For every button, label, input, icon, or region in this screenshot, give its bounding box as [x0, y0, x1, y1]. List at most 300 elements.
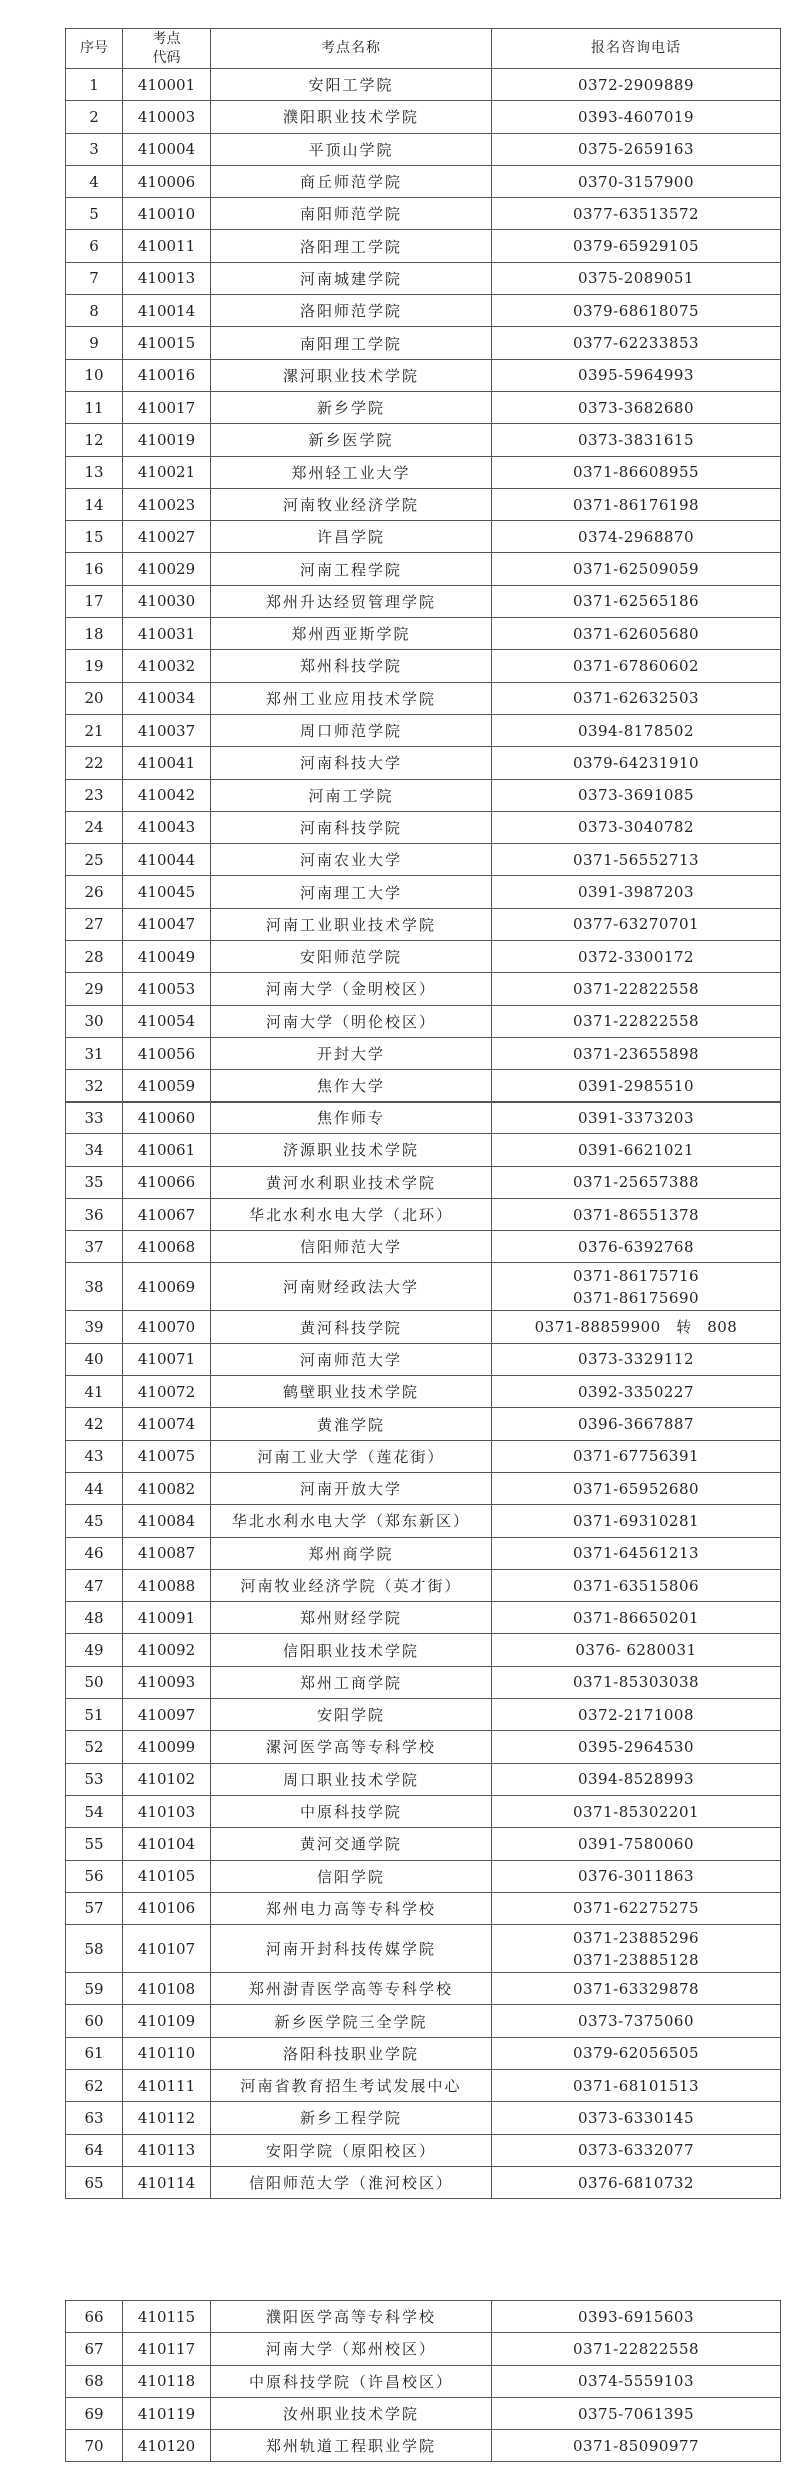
name-cell: 河南科技大学: [211, 747, 492, 779]
phone-number: 0372-3300172: [577, 947, 695, 966]
seq-cell: 58: [66, 1925, 123, 1973]
phone-number: 0376-3011863: [577, 1867, 695, 1886]
name-cell: 河南开封科技传媒学院: [211, 1925, 492, 1973]
seq-cell: 29: [66, 973, 123, 1005]
phone-cell: [492, 424, 781, 456]
table-row: [66, 1231, 781, 1263]
seq-cell: 70: [66, 2430, 123, 2462]
table-row: [66, 1537, 781, 1569]
table-row: [66, 165, 781, 197]
name-cell: 鹤壁职业技术学院: [211, 1376, 492, 1408]
phone-cell: [492, 973, 781, 1005]
code-cell: 410021: [123, 456, 211, 488]
code-cell: 410117: [123, 2333, 211, 2365]
phone-cell: [492, 198, 781, 230]
code-cell: 410115: [123, 2301, 211, 2333]
seq-cell: 59: [66, 1973, 123, 2005]
code-cell: 410043: [123, 811, 211, 843]
phone-cell: [492, 1505, 781, 1537]
phone-number: 0371-85303038: [572, 1673, 700, 1692]
name-cell: 南阳理工学院: [211, 327, 492, 359]
table-header-row: [66, 29, 781, 69]
phone-cell: [492, 2333, 781, 2365]
seq-cell: 28: [66, 941, 123, 973]
code-cell: 410041: [123, 747, 211, 779]
seq-cell: 12: [66, 424, 123, 456]
code-cell: 410047: [123, 908, 211, 940]
seq-cell: 42: [66, 1408, 123, 1440]
phone-number: 0373-6332077: [577, 2141, 695, 2160]
table-row: [66, 1828, 781, 1860]
code-cell: 410102: [123, 1763, 211, 1795]
code-cell: 410093: [123, 1666, 211, 1698]
phone-number: 0371-62509059: [572, 560, 700, 579]
name-cell: 河南理工大学: [211, 876, 492, 908]
seq-cell: 44: [66, 1472, 123, 1504]
table-row: [66, 1973, 781, 2005]
phone-cell: [492, 1666, 781, 1698]
phone-cell: [492, 1311, 781, 1343]
phone-number: 0370-3157900: [577, 172, 695, 191]
table-row: [66, 327, 781, 359]
name-cell: 河南大学（明伦校区）: [211, 1005, 492, 1037]
phone-cell: [492, 1892, 781, 1924]
seq-cell: 33: [66, 1102, 123, 1134]
name-cell: 河南省教育招生考试发展中心: [211, 2070, 492, 2102]
code-cell: 410091: [123, 1602, 211, 1634]
code-cell: 410015: [123, 327, 211, 359]
code-cell: 410001: [123, 69, 211, 101]
table-row: [66, 1602, 781, 1634]
phone-cell: [492, 391, 781, 423]
name-cell: 洛阳理工学院: [211, 230, 492, 262]
phone-cell: [492, 779, 781, 811]
name-cell: 河南开放大学: [211, 1472, 492, 1504]
seq-cell: 51: [66, 1699, 123, 1731]
name-cell: 周口职业技术学院: [211, 1763, 492, 1795]
name-cell: 河南城建学院: [211, 262, 492, 294]
code-cell: 410054: [123, 1005, 211, 1037]
code-cell: 410049: [123, 941, 211, 973]
name-cell: 漯河医学高等专科学校: [211, 1731, 492, 1763]
phone-number: 0375-2659163: [577, 140, 695, 159]
name-cell: 郑州商学院: [211, 1537, 492, 1569]
name-cell: 黄河水利职业技术学院: [211, 1166, 492, 1198]
seq-cell: 35: [66, 1166, 123, 1198]
table-row: [66, 941, 781, 973]
table-row: [66, 1376, 781, 1408]
phone-number: 0375-2089051: [577, 269, 695, 288]
phone-number: 0371-67860602: [572, 656, 700, 675]
name-cell: 新乡医学院三全学院: [211, 2005, 492, 2037]
table-row: [66, 424, 781, 456]
phone-cell: [492, 1634, 781, 1666]
table-row: [66, 779, 781, 811]
table-row: [66, 2430, 781, 2462]
phone-number: 0373-3691085: [577, 786, 695, 805]
phone-number: 0391-3373203: [577, 1108, 695, 1127]
code-cell: 410045: [123, 876, 211, 908]
seq-cell: 32: [66, 1070, 123, 1102]
code-cell: 410004: [123, 133, 211, 165]
phone-number: 0377-62233853: [572, 334, 700, 353]
phone-number: 0372-2171008: [577, 1705, 695, 1724]
phone-cell: [492, 521, 781, 553]
phone-number: 0371-25657388: [572, 1173, 700, 1192]
seq-cell: 3: [66, 133, 123, 165]
phone-number: 0393-6915603: [577, 2307, 695, 2326]
table-body: [66, 2301, 781, 2462]
table-row: [66, 1699, 781, 1731]
phone-number: 0373-3831615: [577, 430, 695, 449]
table-row: [66, 650, 781, 682]
phone-number: 0376-6392768: [577, 1237, 695, 1256]
code-cell: 410112: [123, 2102, 211, 2134]
phone-cell: [492, 1198, 781, 1230]
name-cell: 信阳师范大学: [211, 1231, 492, 1263]
seq-cell: 63: [66, 2102, 123, 2134]
code-cell: 410006: [123, 165, 211, 197]
table-row: [66, 2134, 781, 2166]
seq-cell: 4: [66, 165, 123, 197]
name-cell: 洛阳科技职业学院: [211, 2037, 492, 2069]
header-name: 考点名称: [211, 29, 492, 69]
table-row: [66, 359, 781, 391]
header-phone: 报名咨询电话: [492, 29, 781, 69]
phone-number: 0376-6810732: [577, 2173, 695, 2192]
table-row: [66, 1731, 781, 1763]
seq-cell: 64: [66, 2134, 123, 2166]
code-cell: 410061: [123, 1134, 211, 1166]
name-cell: 郑州西亚斯学院: [211, 618, 492, 650]
code-cell: 410082: [123, 1472, 211, 1504]
phone-cell: [492, 359, 781, 391]
phone-cell: [492, 1231, 781, 1263]
table-row: [66, 714, 781, 746]
seq-cell: 6: [66, 230, 123, 262]
phone-cell: [492, 1828, 781, 1860]
phone-cell: [492, 1070, 781, 1102]
phone-number: 0373-3040782: [577, 818, 695, 837]
code-cell: 410111: [123, 2070, 211, 2102]
table-row: [66, 553, 781, 585]
seq-cell: 61: [66, 2037, 123, 2069]
phone-cell: [492, 1699, 781, 1731]
phone-number: 0373-3329112: [577, 1350, 695, 1369]
phone-cell: [492, 1731, 781, 1763]
phone-number: 0376- 6280031: [575, 1641, 697, 1660]
phone-cell: [492, 844, 781, 876]
table-row: [66, 69, 781, 101]
phone-cell: [492, 2037, 781, 2069]
phone-cell: [492, 101, 781, 133]
phone-cell: [492, 165, 781, 197]
table-row: [66, 1198, 781, 1230]
table-row: [66, 2333, 781, 2365]
table-row: [66, 198, 781, 230]
name-cell: 黄河交通学院: [211, 1828, 492, 1860]
code-cell: 410034: [123, 682, 211, 714]
seq-cell: 20: [66, 682, 123, 714]
table-row: [66, 133, 781, 165]
table-row: [66, 2365, 781, 2397]
table-row: [66, 1666, 781, 1698]
seq-cell: 8: [66, 295, 123, 327]
name-cell: 漯河职业技术学院: [211, 359, 492, 391]
name-cell: 黄淮学院: [211, 1408, 492, 1440]
code-cell: 410105: [123, 1860, 211, 1892]
seq-cell: 62: [66, 2070, 123, 2102]
name-cell: 河南工学院: [211, 779, 492, 811]
name-cell: 安阳工学院: [211, 69, 492, 101]
seq-cell: 7: [66, 262, 123, 294]
name-cell: 河南财经政法大学: [211, 1263, 492, 1311]
phone-cell: [492, 2166, 781, 2198]
seq-cell: 41: [66, 1376, 123, 1408]
phone-number: 0371-86175716: [572, 1266, 700, 1285]
phone-cell: [492, 1537, 781, 1569]
name-cell: 济源职业技术学院: [211, 1134, 492, 1166]
phone-number: 0395-2964530: [577, 1737, 695, 1756]
code-cell: 410071: [123, 1343, 211, 1375]
name-cell: 中原科技学院（许昌校区）: [211, 2365, 492, 2397]
phone-number: 0392-3350227: [577, 1382, 695, 1401]
seq-cell: 60: [66, 2005, 123, 2037]
seq-cell: 40: [66, 1343, 123, 1375]
table-row: [66, 1440, 781, 1472]
table-row: [66, 1134, 781, 1166]
table-row: [66, 521, 781, 553]
code-cell: 410042: [123, 779, 211, 811]
table-row: [66, 876, 781, 908]
phone-number: 0371-62275275: [572, 1899, 700, 1918]
phone-cell: [492, 908, 781, 940]
seq-cell: 23: [66, 779, 123, 811]
name-cell: 河南工业大学（莲花街）: [211, 1440, 492, 1472]
seq-cell: 14: [66, 488, 123, 520]
phone-number: 0371-86608955: [572, 463, 700, 482]
phone-number: 0391-3987203: [577, 883, 695, 902]
phone-number: 0372-2909889: [577, 75, 695, 94]
code-cell: 410037: [123, 714, 211, 746]
seq-cell: 55: [66, 1828, 123, 1860]
seq-cell: 36: [66, 1198, 123, 1230]
phone-cell: [492, 69, 781, 101]
name-cell: 河南大学（郑州校区）: [211, 2333, 492, 2365]
phone-cell: [492, 682, 781, 714]
seq-cell: 52: [66, 1731, 123, 1763]
table-row: [66, 295, 781, 327]
table-row: [66, 747, 781, 779]
code-cell: 410032: [123, 650, 211, 682]
phone-number: 0393-4607019: [577, 107, 695, 126]
phone-cell: [492, 488, 781, 520]
seq-cell: 48: [66, 1602, 123, 1634]
seq-cell: 31: [66, 1037, 123, 1069]
header-code: 考点 代码: [123, 29, 211, 69]
phone-number: 0373-6330145: [577, 2108, 695, 2127]
code-cell: 410019: [123, 424, 211, 456]
phone-number: 0375-7061395: [577, 2404, 695, 2423]
phone-cell: [492, 1973, 781, 2005]
seq-cell: 39: [66, 1311, 123, 1343]
phone-number: 0371-56552713: [572, 850, 700, 869]
seq-cell: 15: [66, 521, 123, 553]
table-row: [66, 2005, 781, 2037]
phone-cell: [492, 1408, 781, 1440]
code-cell: 410011: [123, 230, 211, 262]
phone-number: 0371-22822558: [572, 979, 700, 998]
table-row: [66, 1263, 781, 1311]
seq-cell: 66: [66, 2301, 123, 2333]
table-row: [66, 391, 781, 423]
code-cell: 410103: [123, 1795, 211, 1827]
phone-cell: [492, 295, 781, 327]
seq-cell: 13: [66, 456, 123, 488]
phone-number: 0371-22822558: [572, 2339, 700, 2358]
name-cell: 郑州电力高等专科学校: [211, 1892, 492, 1924]
table-row: [66, 2397, 781, 2429]
table-row: [66, 618, 781, 650]
code-cell: 410113: [123, 2134, 211, 2166]
name-cell: 安阳学院: [211, 1699, 492, 1731]
phone-number: 0371-86551378: [572, 1205, 700, 1224]
phone-cell: [492, 747, 781, 779]
phone-cell: [492, 585, 781, 617]
table-row: [66, 1343, 781, 1375]
seq-cell: 27: [66, 908, 123, 940]
phone-number: 0371-22822558: [572, 1012, 700, 1031]
code-cell: 410104: [123, 1828, 211, 1860]
phone-number: 0371-86176198: [572, 495, 700, 514]
code-cell: 410030: [123, 585, 211, 617]
phone-number: 0391-2985510: [577, 1076, 695, 1095]
table-body: [66, 1102, 781, 2199]
code-cell: 410017: [123, 391, 211, 423]
phone-number: 0374-5559103: [577, 2372, 695, 2391]
phone-cell: [492, 230, 781, 262]
phone-cell: [492, 2070, 781, 2102]
seq-cell: 54: [66, 1795, 123, 1827]
seq-cell: 34: [66, 1134, 123, 1166]
phone-cell: [492, 2005, 781, 2037]
code-cell: 410059: [123, 1070, 211, 1102]
code-cell: 410053: [123, 973, 211, 1005]
phone-cell: [492, 327, 781, 359]
name-cell: 华北水利水电大学（郑东新区）: [211, 1505, 492, 1537]
name-cell: 信阳师范大学（淮河校区）: [211, 2166, 492, 2198]
name-cell: 安阳师范学院: [211, 941, 492, 973]
phone-cell: [492, 1860, 781, 1892]
phone-cell: [492, 1005, 781, 1037]
name-cell: 郑州财经学院: [211, 1602, 492, 1634]
name-cell: 洛阳师范学院: [211, 295, 492, 327]
code-cell: 410031: [123, 618, 211, 650]
table-row: [66, 101, 781, 133]
table-row: [66, 1634, 781, 1666]
table-row: [66, 488, 781, 520]
code-cell: 410074: [123, 1408, 211, 1440]
name-cell: 河南农业大学: [211, 844, 492, 876]
table-row: [66, 2070, 781, 2102]
phone-number: 0373-7375060: [577, 2012, 695, 2031]
table-row: [66, 1892, 781, 1924]
phone-number: 0395-5964993: [577, 366, 695, 385]
phone-number: 0371-23655898: [572, 1044, 700, 1063]
phone-number: 0371-23885128: [572, 1950, 700, 1969]
phone-number: 0394-8528993: [577, 1770, 695, 1789]
phone-cell: [492, 2365, 781, 2397]
code-cell: 410010: [123, 198, 211, 230]
seq-cell: 1: [66, 69, 123, 101]
table-row: [66, 230, 781, 262]
code-cell: 410118: [123, 2365, 211, 2397]
phone-cell: [492, 1795, 781, 1827]
phone-cell: [492, 1343, 781, 1375]
phone-number: 0396-3667887: [577, 1415, 695, 1434]
phone-number: 0371-62632503: [572, 689, 700, 708]
code-cell: 410016: [123, 359, 211, 391]
phone-number: 0379-64231910: [572, 753, 700, 772]
code-cell: 410087: [123, 1537, 211, 1569]
name-cell: 河南师范大学: [211, 1343, 492, 1375]
seq-cell: 11: [66, 391, 123, 423]
phone-number: 0371-23885296: [572, 1928, 700, 1947]
phone-cell: [492, 2301, 781, 2333]
seq-cell: 50: [66, 1666, 123, 1698]
name-cell: 郑州工业应用技术学院: [211, 682, 492, 714]
seq-cell: 49: [66, 1634, 123, 1666]
name-cell: 焦作大学: [211, 1070, 492, 1102]
phone-cell: [492, 1376, 781, 1408]
seq-cell: 43: [66, 1440, 123, 1472]
seq-cell: 2: [66, 101, 123, 133]
code-cell: 410088: [123, 1569, 211, 1601]
phone-number: 0377-63270701: [572, 915, 700, 934]
phone-number: 0371-63329878: [572, 1979, 700, 1998]
table-row: [66, 1763, 781, 1795]
code-cell: 410056: [123, 1037, 211, 1069]
name-cell: 河南工程学院: [211, 553, 492, 585]
phone-number: 0374-2968870: [577, 527, 695, 546]
phone-number: 0371-65952680: [572, 1479, 700, 1498]
code-cell: 410108: [123, 1973, 211, 2005]
phone-cell: [492, 262, 781, 294]
code-cell: 410003: [123, 101, 211, 133]
phone-cell: [492, 1763, 781, 1795]
header-seq: 序号: [66, 29, 123, 69]
seq-cell: 38: [66, 1263, 123, 1311]
name-cell: 周口师范学院: [211, 714, 492, 746]
phone-cell: [492, 941, 781, 973]
phone-number: 0379-68618075: [572, 301, 700, 320]
phone-number: 0379-65929105: [572, 237, 700, 256]
phone-number: 0371-64561213: [572, 1544, 700, 1563]
seq-cell: 45: [66, 1505, 123, 1537]
table-row: [66, 682, 781, 714]
name-cell: 河南科技学院: [211, 811, 492, 843]
code-cell: 410066: [123, 1166, 211, 1198]
exam-site-table-part-2: [65, 1101, 781, 2199]
phone-number: 0394-8178502: [577, 721, 695, 740]
table-row: [66, 1860, 781, 1892]
seq-cell: 69: [66, 2397, 123, 2429]
table-row: [66, 1311, 781, 1343]
phone-cell: [492, 456, 781, 488]
code-cell: 410013: [123, 262, 211, 294]
code-cell: 410060: [123, 1102, 211, 1134]
phone-cell: [492, 2397, 781, 2429]
